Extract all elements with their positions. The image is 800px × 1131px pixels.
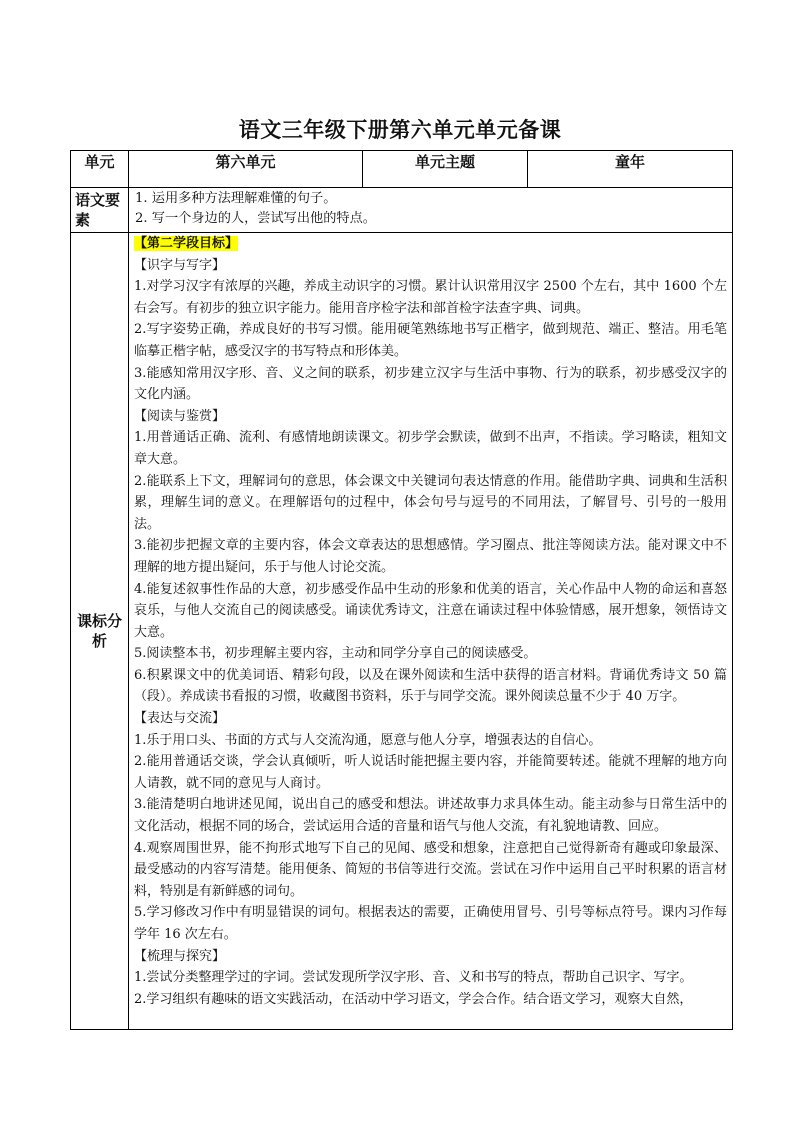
- analysis-row: [71, 233, 733, 1030]
- stage-goal-heading: [134, 233, 727, 255]
- analysis-paragraph: 2.写字姿势正确，养成良好的书写习惯。能用硬笔熟练地书写正楷字，做到规范、端正、整洁。用毛笔临摹正楷字帖，感受汉字的书写特点和形体美。: [134, 322, 727, 359]
- analysis-paragraph: 3.能初步把握文章的主要内容，体会文章表达的思想感情。学习圈点、批注等阅读方法。能对课文中不理解的地方提出疑问，乐于与他人讨论交流。: [134, 538, 727, 575]
- analysis-paragraph: 1.尝试分类整理学过的字词。尝试发现所学汉字形、音、义和书写的特点，帮助自己识字、写字。: [134, 970, 693, 986]
- analysis-paragraph: 5.阅读整本书，初步理解主要内容，主动和同学分享自己的阅读感受。: [134, 646, 537, 662]
- theme-label: 单元主题: [363, 151, 528, 188]
- analysis-label: 课标分析: [71, 233, 129, 1030]
- analysis-paragraph: 4.观察周围世界，能不拘形式地写下自己的见闻、感受和想象，注意把自己觉得新奇有趣或印象最深、最受感动的内容写清楚。能用便条、简短的书信等进行交流。尝试在习作中运用自己平时积累的语言材料，特别是有新鲜感的词句。: [134, 840, 727, 899]
- section-heading: 【表达与交流】: [134, 711, 226, 727]
- elements-row: [71, 188, 733, 233]
- unit-label: 单元: [71, 151, 129, 188]
- analysis-paragraph: 3.能感知常用汉字形、音、义之间的联系，初步建立汉字与生活中事物、行为的联系，初步感受汉字的文化内涵。: [134, 365, 727, 403]
- analysis-content: [129, 233, 733, 1030]
- page-title: 语文三年级下册第六单元单元备课: [238, 118, 562, 142]
- stage-goal-highlight: 【第二学段目标】: [134, 236, 239, 251]
- analysis-paragraph: 5.学习修改习作中有明显错误的词句。根据表达的需要，正确使用冒号、引号等标点符号。课内习作每学年 16 次左右。: [134, 905, 727, 942]
- section-heading: 【识字与写字】: [134, 257, 226, 273]
- header-row: [71, 151, 733, 188]
- analysis-paragraph: 2.能用普通话交谈，学会认真倾听，听人说话时能把握主要内容，并能简要转述。能就不理解的地方向人请教，就不同的意见与人商讨。: [134, 754, 727, 791]
- element-item: 2. 写一个身边的人，尝试写出他的特点。: [135, 211, 376, 226]
- theme-value: 童年: [528, 151, 733, 188]
- lesson-plan-table: [70, 150, 733, 1030]
- analysis-paragraph: 2.学习组织有趣味的语文实践活动，在活动中学习语文，学会合作。结合语文学习，观察大自然，: [134, 991, 693, 1007]
- analysis-paragraph: 1.对学习汉字有浓厚的兴趣，养成主动识字的习惯。累计认识常用汉字 2500 个左右，其中 1600 个左右会写。有初步的独立识字能力。能用音序检字法和部首检字法查字典、词典。: [134, 279, 727, 316]
- analysis-paragraph: 6.积累课文中的优美词语、精彩句段，以及在课外阅读和生活中获得的语言材料。背诵优秀诗文 50 篇（段）。养成读书看报的习惯，收藏图书资料，乐于与同学交流。课外阅读总量不少于 40 万字。: [134, 667, 727, 705]
- section-heading: 【梳理与探究】: [134, 948, 226, 964]
- analysis-paragraph: 3.能清楚明白地讲述见闻，说出自己的感受和想法。讲述故事力求具体生动。能主动参与日常生活中的文化活动，根据不同的场合，尝试运用合适的音量和语气与他人交流，有礼貌地请教、回应。: [134, 797, 727, 835]
- section-heading: 【阅读与鉴赏】: [134, 408, 226, 424]
- analysis-lines: [134, 255, 727, 1011]
- analysis-paragraph: 1.用普通话正确、流利、有感情地朗读课文。初步学会默读，做到不出声，不指读。学习略读，粗知文章大意。: [134, 430, 727, 467]
- elements-label: 语文要素: [71, 188, 129, 233]
- analysis-paragraph: 1.乐于用口头、书面的方式与人交流沟通，愿意与他人分享，增强表达的自信心。: [134, 732, 602, 748]
- elements-content: [129, 188, 733, 233]
- unit-value: 第六单元: [129, 151, 363, 188]
- analysis-paragraph: 2.能联系上下文，理解词句的意思，体会课文中关键词句表达情意的作用。能借助字典、词典和生活积累，理解生词的意义。在理解语句的过程中，体会句号与逗号的不同用法，了解冒号、引号的一般用法。: [134, 473, 727, 532]
- analysis-paragraph: 4.能复述叙事性作品的大意，初步感受作品中生动的形象和优美的语言，关心作品中人物的命运和喜怒哀乐，与他人交流自己的阅读感受。诵读优秀诗文，注意在诵读过程中体验情感，展开想象，领悟诗文大意。: [134, 581, 727, 640]
- element-item: 1. 运用多种方法理解难懂的句子。: [135, 191, 337, 206]
